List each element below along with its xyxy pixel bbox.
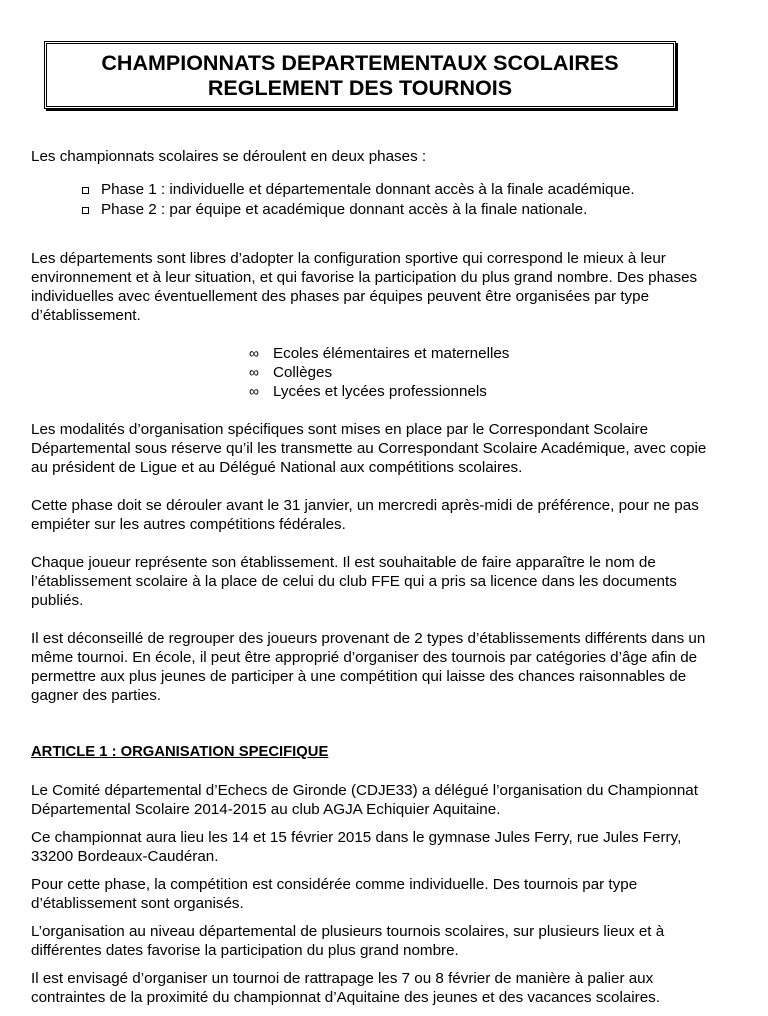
list-item xyxy=(31,344,721,363)
paragraph: Cette phase doit se dérouler avant le 31 janvier, un mercredi après-midi de préférence, pour ne pas empiéter sur les autres compétitions fédérales. xyxy=(31,497,699,533)
article-paragraph: Il est envisagé d’organiser un tournoi de rattrapage les 7 ou 8 février de manière à palier aux contraintes de la proximité du championnat d’Aquitaine des jeunes et des vacances scolaires. xyxy=(31,970,660,1006)
phase-text: Phase 1 : individuelle et départementale donnant accès à la finale académique. xyxy=(101,181,635,198)
list-item xyxy=(31,180,721,200)
establishment-text: Collèges xyxy=(273,364,333,381)
list-item xyxy=(31,200,721,220)
article-paragraph: L’organisation au niveau départemental de plusieurs tournois scolaires, sur plusieurs lieux et à différentes dates favorise la participation du plus grand nombre. xyxy=(31,923,665,959)
title-line-2: REGLEMENT DES TOURNOIS xyxy=(207,76,513,100)
intro-paragraph: Les championnats scolaires se déroulent en deux phases : xyxy=(31,148,427,165)
square-bullet-icon xyxy=(82,187,89,194)
list-item xyxy=(31,382,721,401)
document-body xyxy=(31,147,721,1016)
article-paragraph: Pour cette phase, la compétition est considérée comme individuelle. Des tournois par type d’établissement sont organisés. xyxy=(31,876,638,912)
establishment-text: Ecoles élémentaires et maternelles xyxy=(273,345,510,362)
title-box xyxy=(44,41,676,109)
paragraph: Les modalités d’organisation spécifiques sont mises en place par le Correspondant Scolaire Départemental sous réserve qu’il les transmette au Correspondant Scolaire Académique, avec copie au président de Ligue et au Délégué National aux compétitions scolaires. xyxy=(31,421,707,476)
paragraph: Chaque joueur représente son établissement. Il est souhaitable de faire apparaître le nom de l’établissement scolaire à la place de celui du club FFE qui a pris sa licence dans les documents publiés. xyxy=(31,554,677,609)
paragraph: Il est déconseillé de regrouper des joueurs provenant de 2 types d’établissements différents dans un même tournoi. En école, il peut être approprié d’organiser des tournois par catégories d’âge afin de permettre aux plus jeunes de participer à une compétition qui laisse des chances raisonnables de gagner des parties. xyxy=(31,630,706,704)
config-paragraph: Les départements sont libres d’adopter la configuration sportive qui correspond le mieux à leur environnement et à leur situation, et qui favorise la participation du plus grand nombre. Des phases individuelles avec éventuellement des phases par équipes peuvent être organisées par type d’établissement. xyxy=(31,250,698,324)
establishment-text: Lycées et lycées professionnels xyxy=(273,383,487,400)
establishments-list xyxy=(31,344,721,401)
article-1-heading: ARTICLE 1 : ORGANISATION SPECIFIQUE xyxy=(31,744,329,760)
infinity-bullet-icon: ∞ xyxy=(249,345,259,361)
list-item xyxy=(31,363,721,382)
title-line-1: CHAMPIONNATS DEPARTEMENTAUX SCOLAIRES xyxy=(101,51,619,75)
infinity-bullet-icon: ∞ xyxy=(249,364,259,380)
phases-list xyxy=(31,180,721,220)
square-bullet-icon xyxy=(82,207,89,214)
article-paragraph: Le Comité départemental d’Echecs de Gironde (CDJE33) a délégué l’organisation du Championnat Départemental Scolaire 2014-2015 au club AGJA Echiquier Aquitaine. xyxy=(31,782,698,818)
phase-text: Phase 2 : par équipe et académique donnant accès à la finale nationale. xyxy=(101,201,588,218)
infinity-bullet-icon: ∞ xyxy=(249,383,259,399)
article-paragraph: Ce championnat aura lieu les 14 et 15 février 2015 dans le gymnase Jules Ferry, rue Jules Ferry, 33200 Bordeaux-Caudéran. xyxy=(31,829,682,865)
